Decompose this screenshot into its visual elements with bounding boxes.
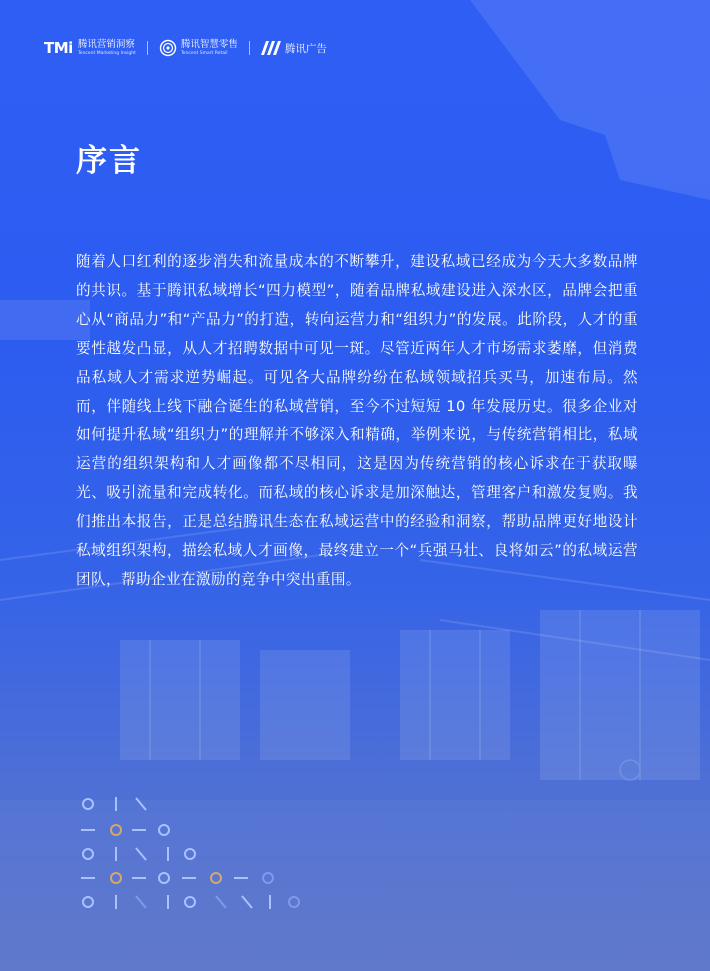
tmi-logo-english: Tencent Marketing Insight xyxy=(77,50,136,56)
swirl-logo-icon xyxy=(159,39,177,57)
smart-retail-english: Tencent Smart Retail xyxy=(180,50,228,56)
page-title: 序言 xyxy=(76,143,142,179)
tencent-ads-logo xyxy=(261,41,327,56)
tmi-logo xyxy=(44,39,136,57)
header-divider xyxy=(147,41,148,55)
smart-retail-logo xyxy=(159,39,238,57)
tencent-ads-name: 腾讯广告 xyxy=(284,42,327,55)
brand-header xyxy=(44,38,327,58)
smart-retail-name: 腾讯智慧零售 xyxy=(180,39,238,50)
header-divider xyxy=(249,41,250,55)
stripe-logo-icon xyxy=(261,41,281,55)
tmi-logo-mark: TMi xyxy=(44,39,73,57)
tmi-logo-name: 腾讯营销洞察 xyxy=(77,39,135,50)
decorative-dot-pattern xyxy=(76,792,316,922)
preface-paragraph: 随着人口红利的逐步消失和流量成本的不断攀升，建设私域已经成为今天大多数品牌的共识。基于腾讯私域增长“四力模型”，随着品牌私域建设进入深水区，品牌会把重心从“商品力”和“产品力”的打造，转向运营力和“组织力”的发展。此阶段，人才的重要性越发凸显，从人才招聘数据中可见一斑。尽管近两年人才市场需求萎靡，但消费品私域人才需求逆势崛起。可见各大品牌纷纷在私域领域招兵买马，加速布局。然而，伴随线上线下融合诞生的私域营销，至今不过短短 10 年发展历史。很多企业对如何提升私域“组织力”的理解并不够深入和精确，举例来说，与传统营销相比，私域运营的组织架构和人才画像都不尽相同，这是因为传统营销的核心诉求在于获取曝光、吸引流量和完成转化。而私域的核心诉求是加深触达，管理客户和激发复购。我们推出本报告，正是总结腾讯生态在私域运营中的经验和洞察，帮助品牌更好地设计私域组织架构，描绘私域人才画像，最终建立一个“兵强马壮、良将如云”的私域运营团队，帮助企业在激励的竞争中突出重围。 xyxy=(76,253,638,588)
